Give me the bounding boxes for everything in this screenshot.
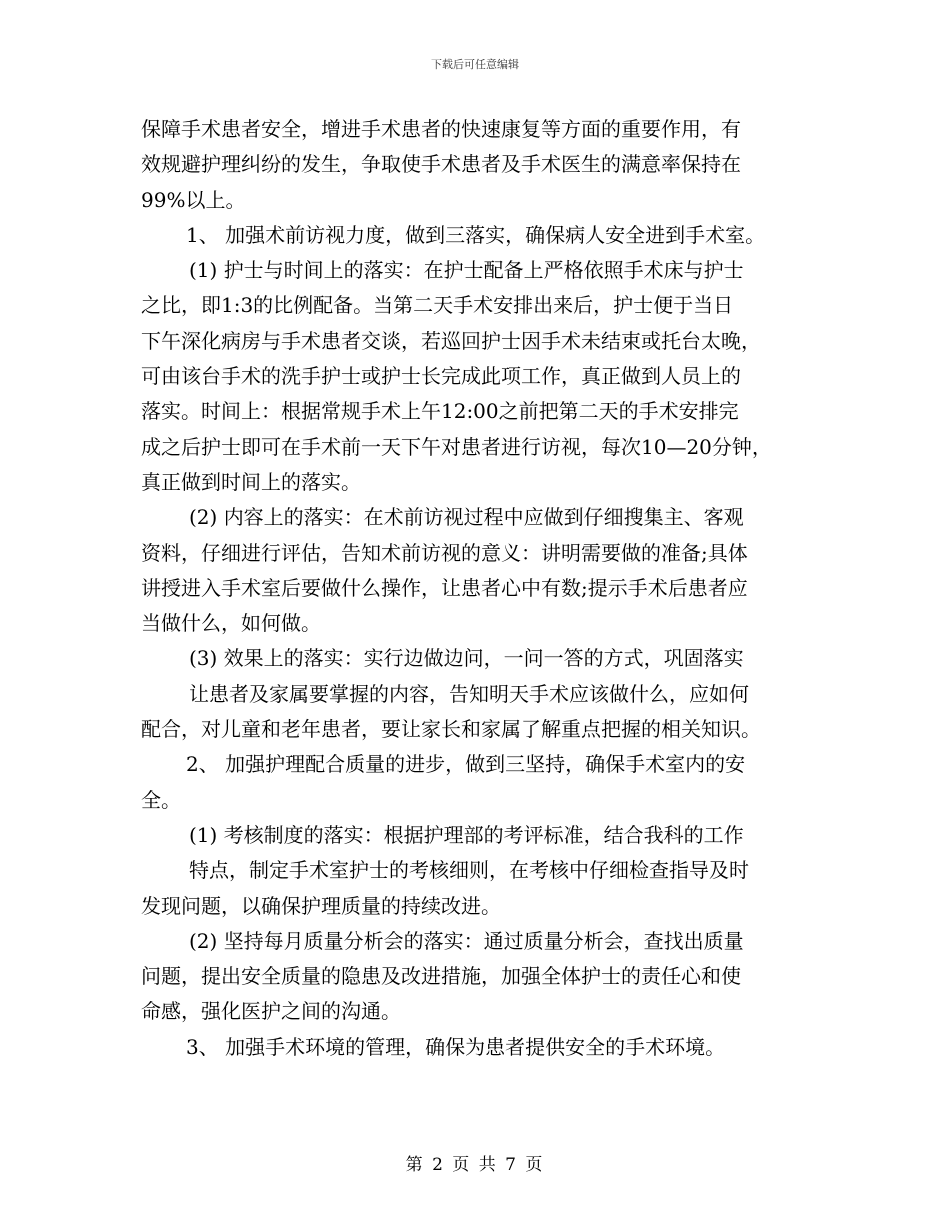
text-line: 配合，对儿童和老年患者，要让家长和家属了解重点把握的相关知识。 [141,717,761,742]
text-line: 99%以上。 [141,187,246,212]
text-line: 成之后护士即可在手术前一天下午对患者进行访视，每次10—20分钟， [141,434,772,459]
text-line: 让患者及家属要掌握的内容，告知明天手术应该做什么，应如何 [189,681,749,706]
page-number: 第 2 页 共 7 页 [405,1155,545,1175]
text-line: (2) 内容上的落实：在术前访视过程中应做到仔细搜集主、客观 [189,505,744,530]
text-line: (2) 坚持每月质量分析会的落实：通过质量分析会，查找出质量 [189,928,744,953]
text-line: (1) 考核制度的落实：根据护理部的考评标准，结合我科的工作 [189,822,744,847]
text-line: 保障手术患者安全，增进手术患者的快速康复等方面的重要作用，有 [141,117,741,141]
text-line: 发现问题，以确保护理质量的持续改进。 [141,893,501,918]
text-line: 落实。时间上：根据常规手术上午12:00之前把第二天的手术安排完 [141,399,739,424]
section-heading-2: 2、 加强护理配合质量的进步，做到三坚持，确保手术室内的安 [186,752,746,777]
section-heading-1: 1、 加强术前访视力度，做到三落实，确保病人安全进到手术室。 [186,222,766,247]
text-line: 可由该台手术的洗手护士或护士长完成此项工作，真正做到人员上的 [141,364,741,389]
text-line: 全。 [141,787,181,812]
text-line: 特点，制定手术室护士的考核细则，在考核中仔细检查指导及时 [189,858,749,883]
text-line: 讲授进入手术室后要做什么操作，让患者心中有数;提示手术后患者应 [141,575,748,600]
text-line: 下午深化病房与手术患者交谈，若巡回护士因手术未结束或托台太晚， [141,328,761,353]
text-line: 资料，仔细进行评估，告知术前访视的意义：讲明需要做的准备;具体 [141,540,748,565]
page-header: 下载后可任意编辑 [431,58,519,71]
text-line: 真正做到时间上的落实。 [141,469,361,494]
text-line: 命感，强化医护之间的沟通。 [141,999,401,1024]
text-line: 之比，即1:3的比例配备。当第二天手术安排出来后，护士便于当日 [141,293,734,318]
section-heading-3: 3、 加强手术环境的管理，确保为患者提供安全的手术环境。 [186,1034,726,1059]
text-line: (1) 护士与时间上的落实：在护士配备上严格依照手术床与护士 [189,258,744,283]
text-line: 当做什么，如何做。 [141,611,321,636]
text-line: 效规避护理纠纷的发生，争取使手术患者及手术医生的满意率保持在 [141,152,741,177]
text-line: 问题，提出安全质量的隐患及改进措施，加强全体护士的责任心和使 [141,964,741,989]
document-body [141,112,821,1065]
text-line: (3) 效果上的落实：实行边做边问，一问一答的方式，巩固落实 [189,646,744,671]
